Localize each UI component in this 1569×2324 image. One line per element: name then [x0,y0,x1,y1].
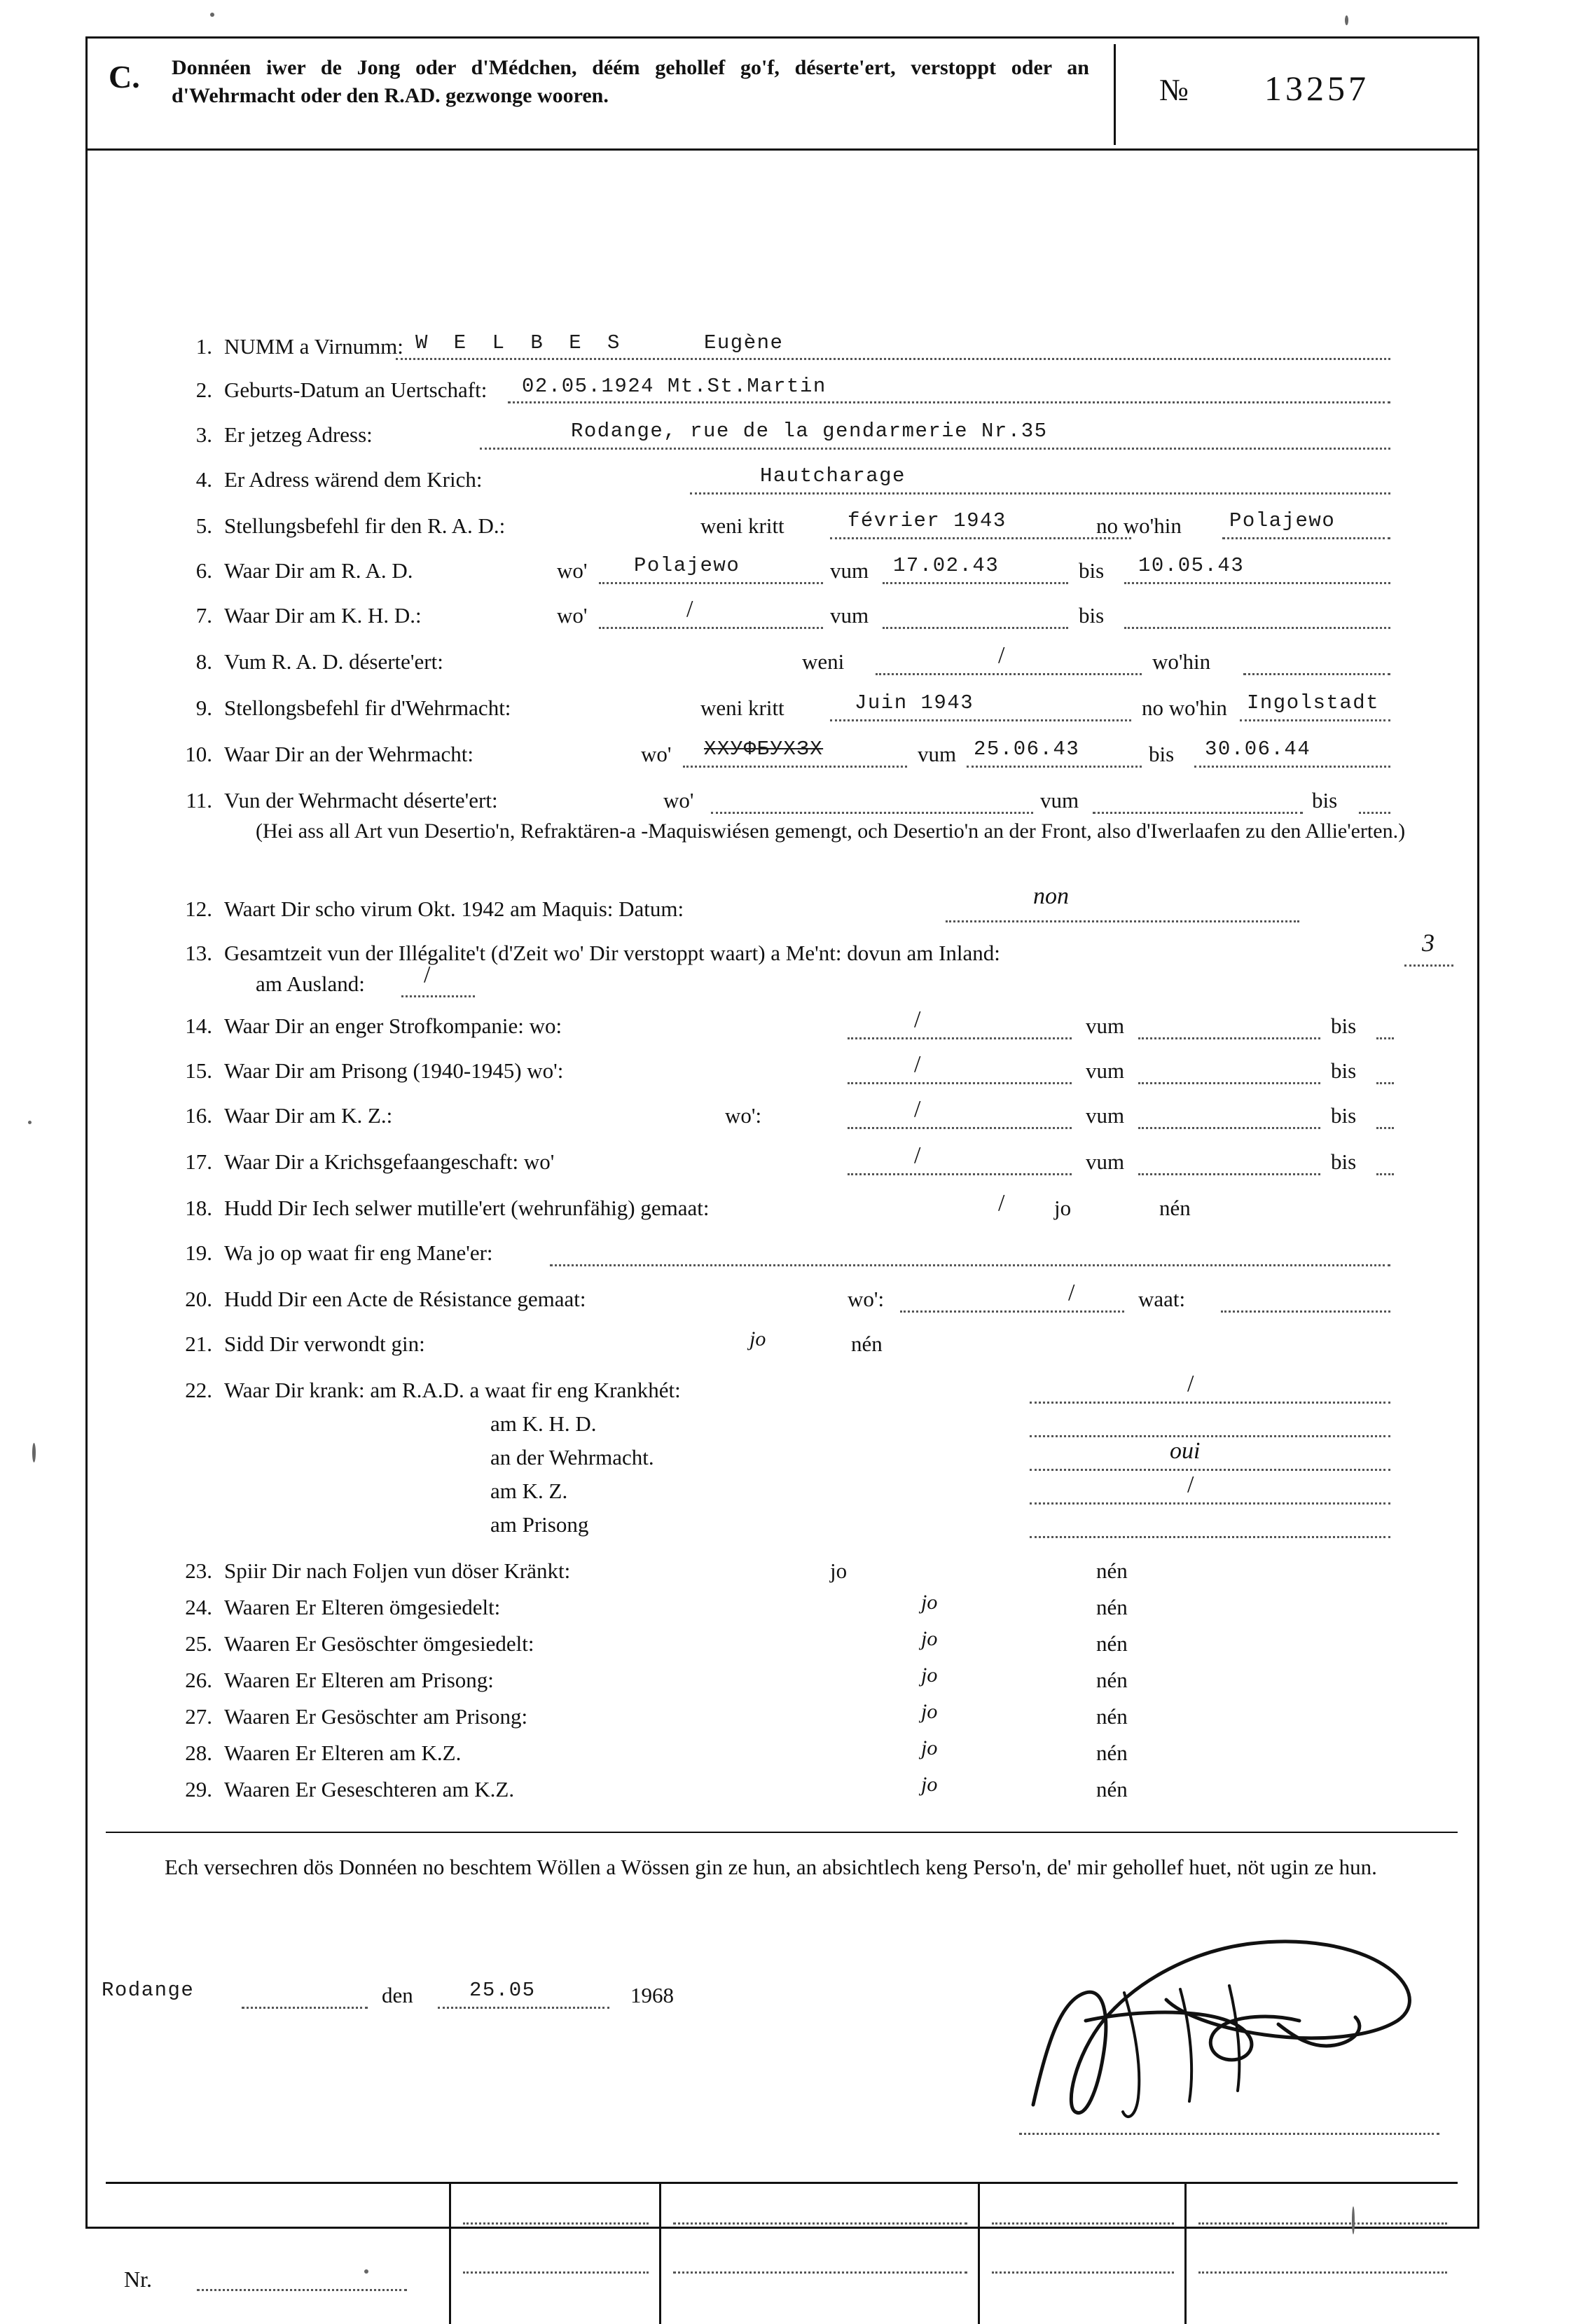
section-letter: C. [109,59,140,95]
bottom-cell-2-line-2[interactable] [673,2271,967,2274]
bottom-cell-3-line-2[interactable] [992,2271,1174,2274]
leader-line-17b [1138,1173,1320,1175]
item-label-10: Waar Dir an der Wehrmacht: [224,742,474,766]
item22-wehrmacht-label: an der Wehrmacht. [490,1445,654,1469]
item23-jo[interactable]: jo [830,1558,848,1583]
leader-line-9b [1240,719,1390,721]
declaration-rule [106,1832,1458,1833]
item23-nen[interactable]: nén [1096,1558,1128,1583]
entry-address-war: Hautcharage [760,464,906,487]
item9-no-wohin: no wo'hin [1142,696,1227,720]
item-number-17: 17. [185,1149,212,1174]
item25-nen[interactable]: nén [1096,1631,1128,1656]
leader-line-15b [1138,1082,1320,1084]
form-frame [85,36,1479,2292]
leader-line-15c [1376,1082,1394,1084]
item-label-2: Geburts-Datum an Uertschaft: [224,378,488,402]
item-label-20: Hudd Dir een Acte de Résistance gemaat: [224,1287,586,1311]
item27-jo[interactable]: jo [921,1700,938,1723]
item10-wo: wo' [641,742,672,766]
leader-line-17a [848,1173,1072,1175]
entry-wehrmacht-to: 30.06.44 [1205,738,1311,761]
leader-line-6c [1124,582,1390,584]
leader-line-16b [1138,1127,1320,1129]
leader-line-14a [848,1037,1072,1039]
item-label-25: Waaren Er Gesöschter ömgesiedelt: [224,1631,534,1656]
item-label-9: Stellongsbefehl fir d'Wehrmacht: [224,696,511,720]
entry-wehrmacht-order-place: Ingolstadt [1247,691,1380,714]
item18-nen[interactable]: nén [1159,1196,1191,1220]
item-number-3: 3. [195,422,212,447]
item7-bis: bis [1079,603,1105,628]
item-number-19: 19. [185,1240,212,1265]
leader-line-1 [396,358,1390,360]
item17-bis: bis [1331,1149,1357,1174]
item-number-26: 26. [185,1668,212,1692]
item-number-2: 2. [195,378,212,402]
item21-jo-marked[interactable]: jo [749,1327,766,1350]
item-label-14: Waar Dir an enger Strofkompanie: wo: [224,1014,562,1038]
item22-khd-label: am K. H. D. [490,1411,597,1436]
signature-line [1019,2133,1439,2135]
item-number-28: 28. [185,1741,212,1765]
item-number-13: 13. [185,941,212,965]
bottom-table-nr-label: Nr. [124,2267,152,2292]
leader-line-7b [883,627,1068,629]
item-label-28: Waaren Er Elteren am K.Z. [224,1741,462,1765]
item10-vum: vum [918,742,957,766]
entry-wehrmacht-place-struck: ХХУФБУХЗХ [704,738,824,761]
item11-bis: bis [1312,788,1338,812]
entry-rad-order-date: février 1943 [848,509,1007,532]
entry-rad-place: Polajewo [634,554,740,577]
bottom-table-divider-4 [1184,2184,1187,2324]
item-label-12: Waart Dir scho virum Okt. 1942 am Maquis: Datum: [224,897,684,921]
item-number-14: 14. [185,1014,212,1038]
bottom-cell-2-line-1[interactable] [673,2222,967,2225]
leader-line-8a [876,673,1142,675]
item-number-9: 9. [195,696,212,720]
leader-line-16c [1376,1127,1394,1129]
leader-line-11c [1359,812,1390,814]
item-label-1: NUMM a Virnumm: [224,334,403,359]
footer-date-dots [438,2007,609,2009]
item20-wo: wo': [848,1287,885,1311]
header-divider [1114,44,1116,145]
leader-line-20a [900,1310,1124,1313]
item-number-11: 11. [186,788,212,812]
item-label-13: Gesamtzeit vun der Illégalite't (d'Zeit wo' Dir verstoppt waart) a Me'nt: dovun am Inland: [224,941,1000,965]
entry-khd-place: / [686,596,693,622]
entry-acte-resistance: / [1068,1280,1075,1306]
item15-bis: bis [1331,1058,1357,1083]
item11-wo: wo' [663,788,694,812]
item-label-15: Waar Dir am Prisong (1940-1945) wo': [224,1058,564,1083]
scan-speck [210,13,214,17]
entry-rad-from: 17.02.43 [893,554,1000,577]
item-label-19: Wa jo op waat fir eng Mane'er: [224,1240,493,1265]
item14-bis: bis [1331,1014,1357,1038]
scan-speck [28,1121,32,1124]
entry-rad-to: 10.05.43 [1138,554,1245,577]
number-symbol [1159,72,1189,108]
declaration-text: Ech versechren dös Donnéen no beschtem Wöllen a Wössen gin ze hun, an absichtlech keng Perso'n, de' mir gehollef huet, nöt ugin ze hun. [165,1855,1377,1879]
bottom-table-divider-1 [449,2184,451,2324]
leader-line-12 [946,920,1299,922]
item22-kz-label: am K. Z. [490,1479,568,1503]
item9-weni-kritt: weni kritt [700,696,784,720]
leader-line-19 [550,1264,1390,1266]
item-number-16: 16. [185,1103,212,1128]
entry-illegal-inland: 3 [1422,929,1435,957]
item-number-29: 29. [185,1777,212,1801]
leader-line-22b [1030,1435,1390,1437]
item-number-6: 6. [195,558,212,583]
item20-waat: waat: [1138,1287,1186,1311]
footer-place: Rodange [102,1979,195,2002]
entry-address-now: Rodange, rue de la gendarmerie Nr.35 [571,420,1048,443]
leader-line-10b [967,766,1142,768]
scan-speck [1345,15,1348,25]
footer-date: 25.05 [469,1979,536,2002]
item10-bis: bis [1149,742,1175,766]
item16-wo: wo': [725,1103,762,1128]
footer-year: 1968 [630,1983,674,2007]
bottom-cell-4-line-1[interactable] [1198,2222,1447,2225]
leader-line-5b [1222,537,1390,539]
bottom-table-nr-dots[interactable] [197,2289,407,2291]
item7-vum: vum [830,603,869,628]
item-label-8: Vum R. A. D. déserte'ert: [224,649,443,674]
item-label-6: Waar Dir am R. A. D. [224,558,413,583]
scan-speck [32,1443,36,1462]
leader-line-10a [683,766,907,768]
leader-line-10c [1194,766,1390,768]
entry-firstname: Eugène [704,331,784,354]
leader-line-6b [883,582,1068,584]
bottom-cell-1-line-1[interactable] [463,2222,649,2225]
bottom-cell-4-line-2[interactable] [1198,2271,1447,2274]
item-label-23: Spiir Dir nach Foljen vun döser Kränkt: [224,1558,571,1583]
leader-line-4 [690,492,1390,494]
bottom-table-divider-3 [978,2184,980,2324]
entry-kz: / [914,1096,921,1122]
header-title: Donnéen iwer de Jong oder d'Médchen, déém gehollef go'f, déserte'ert, verstoppt oder an d'Wehrmacht oder den R.AD. gezwonge wooren. [172,56,1089,107]
entry-mutiliert: / [998,1190,1005,1216]
scan-speck [364,2269,368,2274]
item-number-23: 23. [185,1558,212,1583]
form-header [88,39,1477,151]
item-number-24: 24. [185,1595,212,1619]
item-number-27: 27. [185,1704,212,1729]
item16-bis: bis [1331,1103,1357,1128]
leader-line-22d [1030,1502,1390,1505]
item-label-27: Waaren Er Gesöschter am Prisong: [224,1704,528,1729]
entry-rad-desert: / [998,642,1005,668]
leader-line-22a [1030,1402,1390,1404]
leader-line-20b [1221,1310,1390,1313]
leader-line-17c [1376,1173,1394,1175]
signature [1019,1916,1453,2126]
item-number-18: 18. [185,1196,212,1220]
item-label-21: Sidd Dir verwondt gin: [224,1332,425,1356]
leader-line-9a [830,719,1131,721]
leader-line-11b [1093,812,1303,814]
item-label-16: Waar Dir am K. Z.: [224,1103,393,1128]
item11-note: (Hei ass all Art vun Desertio'n, Refraktären-a -Maquiswiésen gemengt, och Desertio'n an der Front, also d'Iwerlaafen zu den Allie'erten.) [256,819,1406,843]
item7-wo: wo' [557,603,588,628]
leader-line-14c [1376,1037,1394,1039]
item24-nen[interactable]: nén [1096,1595,1128,1619]
item-label-11: Vun der Wehrmacht déserte'ert: [224,788,498,812]
entry-wehrmacht-order-date: Juin 1943 [855,691,974,714]
entry-birth: 02.05.1924 Mt.St.Martin [522,375,827,398]
number-symbol-glyph: № [1159,73,1189,107]
item5-weni-kritt: weni kritt [700,513,784,538]
item-number-12: 12. [185,897,212,921]
item8-wohin: wo'hin [1152,649,1211,674]
footer-place-dots [242,2007,368,2009]
item28-nen[interactable]: nén [1096,1741,1128,1765]
item6-bis: bis [1079,558,1105,583]
item-label-17: Waar Dir a Krichsgefaangeschaft: wo' [224,1149,555,1174]
item-number-7: 7. [195,603,212,628]
item-number-25: 25. [185,1631,212,1656]
leader-line-16a [848,1127,1072,1129]
item-label-5: Stellungsbefehl fir den R. A. D.: [224,513,506,538]
item-label-22: Waar Dir krank: am R.A.D. a waat fir eng Krankhét: [224,1378,681,1402]
item-number-1: 1. [195,334,212,359]
item-label-3: Er jetzeg Adress: [224,422,373,447]
item16-vum: vum [1086,1103,1125,1128]
leader-line-13b [401,995,475,997]
item6-wo: wo' [557,558,588,583]
entry-krank-rad: / [1187,1371,1194,1397]
item21-nen[interactable]: nén [851,1332,883,1356]
leader-line-3 [480,448,1390,450]
item-number-8: 8. [195,649,212,674]
leader-line-13a [1404,964,1453,967]
entry-prisong: / [914,1051,921,1077]
entry-maquis-before-oct42: non [1033,883,1069,909]
leader-line-5a [830,537,1131,539]
item22-prisong-label: am Prisong [490,1512,589,1537]
leader-line-22e [1030,1536,1390,1538]
entry-illegal-ausland: / [424,962,431,988]
leader-line-7c [1124,627,1390,629]
item-label-7: Waar Dir am K. H. D.: [224,603,422,628]
leader-line-11a [711,812,1033,814]
item18-jo[interactable]: jo [1054,1196,1072,1220]
item-label-29: Waaren Er Geseschteren am K.Z. [224,1777,515,1801]
item-number-5: 5. [195,513,212,538]
item-label-26: Waaren Er Elteren am Prisong: [224,1668,494,1692]
item28-jo[interactable]: jo [921,1736,938,1759]
item26-jo[interactable]: jo [921,1664,938,1687]
entry-rad-order-place: Polajewo [1229,509,1336,532]
leader-line-22c [1030,1469,1390,1471]
item11-vum: vum [1040,788,1079,812]
entry-krank-wehrmacht: oui [1170,1438,1201,1464]
item25-jo[interactable]: jo [921,1627,938,1650]
bottom-table-divider-2 [659,2184,661,2324]
item29-nen[interactable]: nén [1096,1777,1128,1801]
item15-vum: vum [1086,1058,1125,1083]
bottom-table [106,2182,1458,2322]
scan-speck [1352,2206,1355,2234]
item6-vum: vum [830,558,869,583]
item-label-18: Hudd Dir Iech selwer mutille'ert (wehrunfähig) gemaat: [224,1196,710,1220]
leader-line-6a [599,582,823,584]
entry-krichsgefaangeschaft: / [914,1142,921,1168]
item-label-24: Waaren Er Elteren ömgesiedelt: [224,1595,501,1619]
item14-vum: vum [1086,1014,1125,1038]
leader-line-15a [848,1082,1072,1084]
item13-ausland-label: am Ausland: [256,971,365,996]
item-number-21: 21. [185,1332,212,1356]
entry-name: W E L B E S [415,331,627,354]
entry-krank-kz: / [1187,1472,1194,1498]
item-label-4: Er Adress wärend dem Krich: [224,467,483,492]
item24-jo[interactable]: jo [921,1591,938,1614]
leader-line-8b [1243,673,1390,675]
item-number-20: 20. [185,1287,212,1311]
entry-strofkompanie: / [914,1007,921,1032]
item-number-22: 22. [185,1378,212,1402]
item-number-15: 15. [185,1058,212,1083]
entry-wehrmacht-from: 25.06.43 [974,738,1080,761]
item-number-10: 10. [185,742,212,766]
item26-nen[interactable]: nén [1096,1668,1128,1692]
item-number-4: 4. [195,467,212,492]
item8-weni: weni [802,649,845,674]
leader-line-2 [508,401,1390,403]
item29-jo[interactable]: jo [921,1773,938,1796]
bottom-cell-3-line-1[interactable] [992,2222,1174,2225]
footer-den-label: den [382,1983,413,2007]
bottom-cell-1-line-2[interactable] [463,2271,649,2274]
form-number: 13257 [1264,69,1369,108]
item27-nen[interactable]: nén [1096,1704,1128,1729]
item17-vum: vum [1086,1149,1125,1174]
item5-no-wohin: no wo'hin [1096,513,1182,538]
leader-line-14b [1138,1037,1320,1039]
leader-line-7a [599,627,823,629]
